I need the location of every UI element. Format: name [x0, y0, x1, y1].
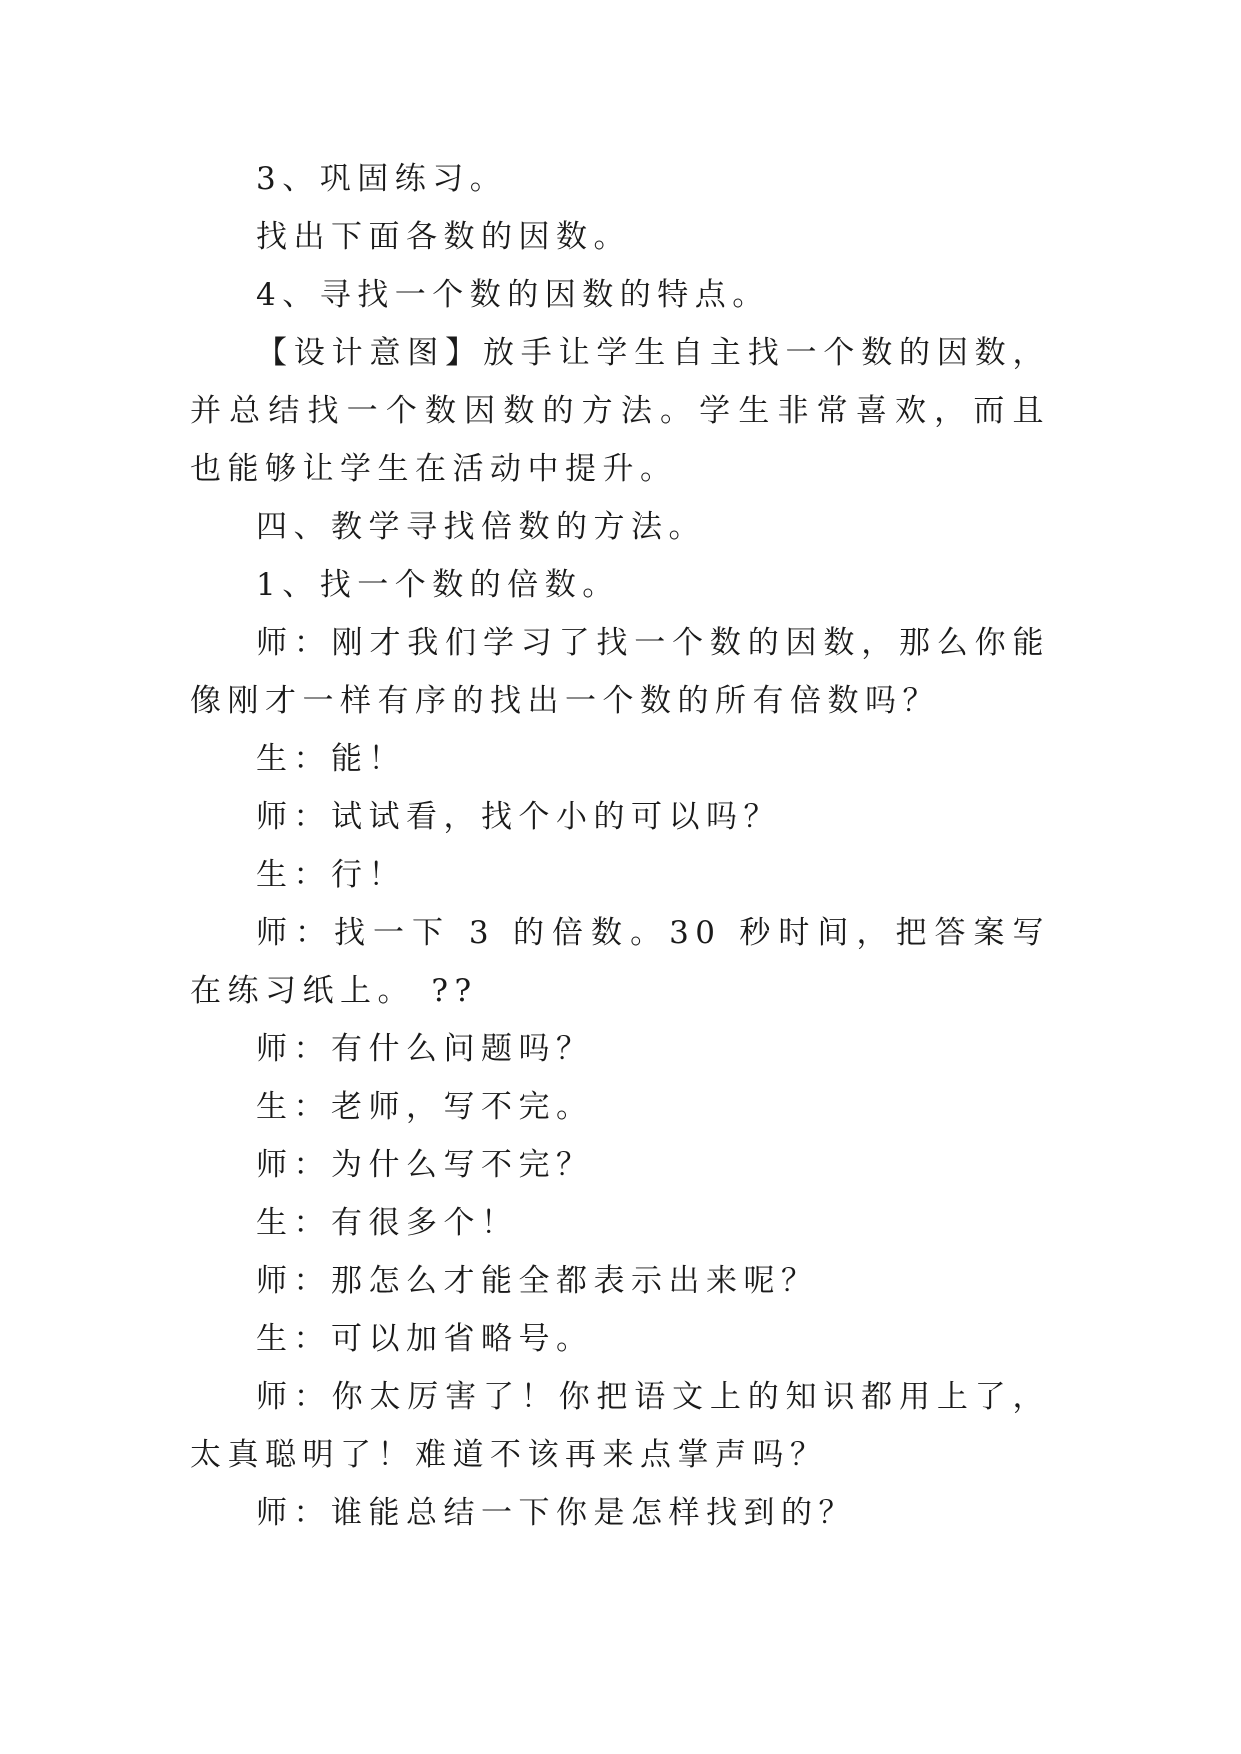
- paragraph-part-four-heading: 四、教学寻找倍数的方法。: [256, 509, 706, 545]
- paragraph-design-intent: 【设计意图】放手让学生自主找一个数的因数，并总结找一个数因数的方法。学生非常喜欢，而且也能够让学生在活动中提升。: [190, 335, 1050, 487]
- dialogue-line: 师：你太厉害了！你把语文上的知识都用上了，太真聪明了！难道不该再来点掌声吗？: [190, 1379, 1050, 1473]
- paragraph-section-1-heading: 1、找一个数的倍数。: [256, 567, 620, 603]
- dialogue-line: 生：行！: [256, 857, 406, 893]
- dialogue-line: 师：谁能总结一下你是怎样找到的？: [256, 1495, 856, 1531]
- dialogue-line: 生：老师，写不完。: [256, 1089, 594, 1125]
- dialogue-line: 生：可以加省略号。: [256, 1321, 594, 1357]
- paragraph-section-3-heading: 3、巩固练习。: [256, 161, 508, 197]
- document-body: [190, 150, 1050, 1542]
- dialogue-line: 师：为什么写不完？: [256, 1147, 594, 1183]
- dialogue-line: 师：那怎么才能全都表示出来呢？: [256, 1263, 819, 1299]
- dialogue-line: 生：能！: [256, 741, 406, 777]
- paragraph-section-4-heading: 4、寻找一个数的因数的特点。: [256, 277, 770, 313]
- paragraph-find-factors: 找出下面各数的因数。: [256, 219, 631, 255]
- dialogue-line: 师：试试看，找个小的可以吗？: [256, 799, 781, 835]
- dialogue-line: 师：找一下 3 的倍数。30 秒时间，把答案写在练习纸上。 ??: [190, 915, 1050, 1009]
- dialogue-line: 师：刚才我们学习了找一个数的因数，那么你能像刚才一样有序的找出一个数的所有倍数吗？: [190, 625, 1050, 719]
- dialogue-line: 师：有什么问题吗？: [256, 1031, 594, 1067]
- dialogue-line: 生：有很多个！: [256, 1205, 519, 1241]
